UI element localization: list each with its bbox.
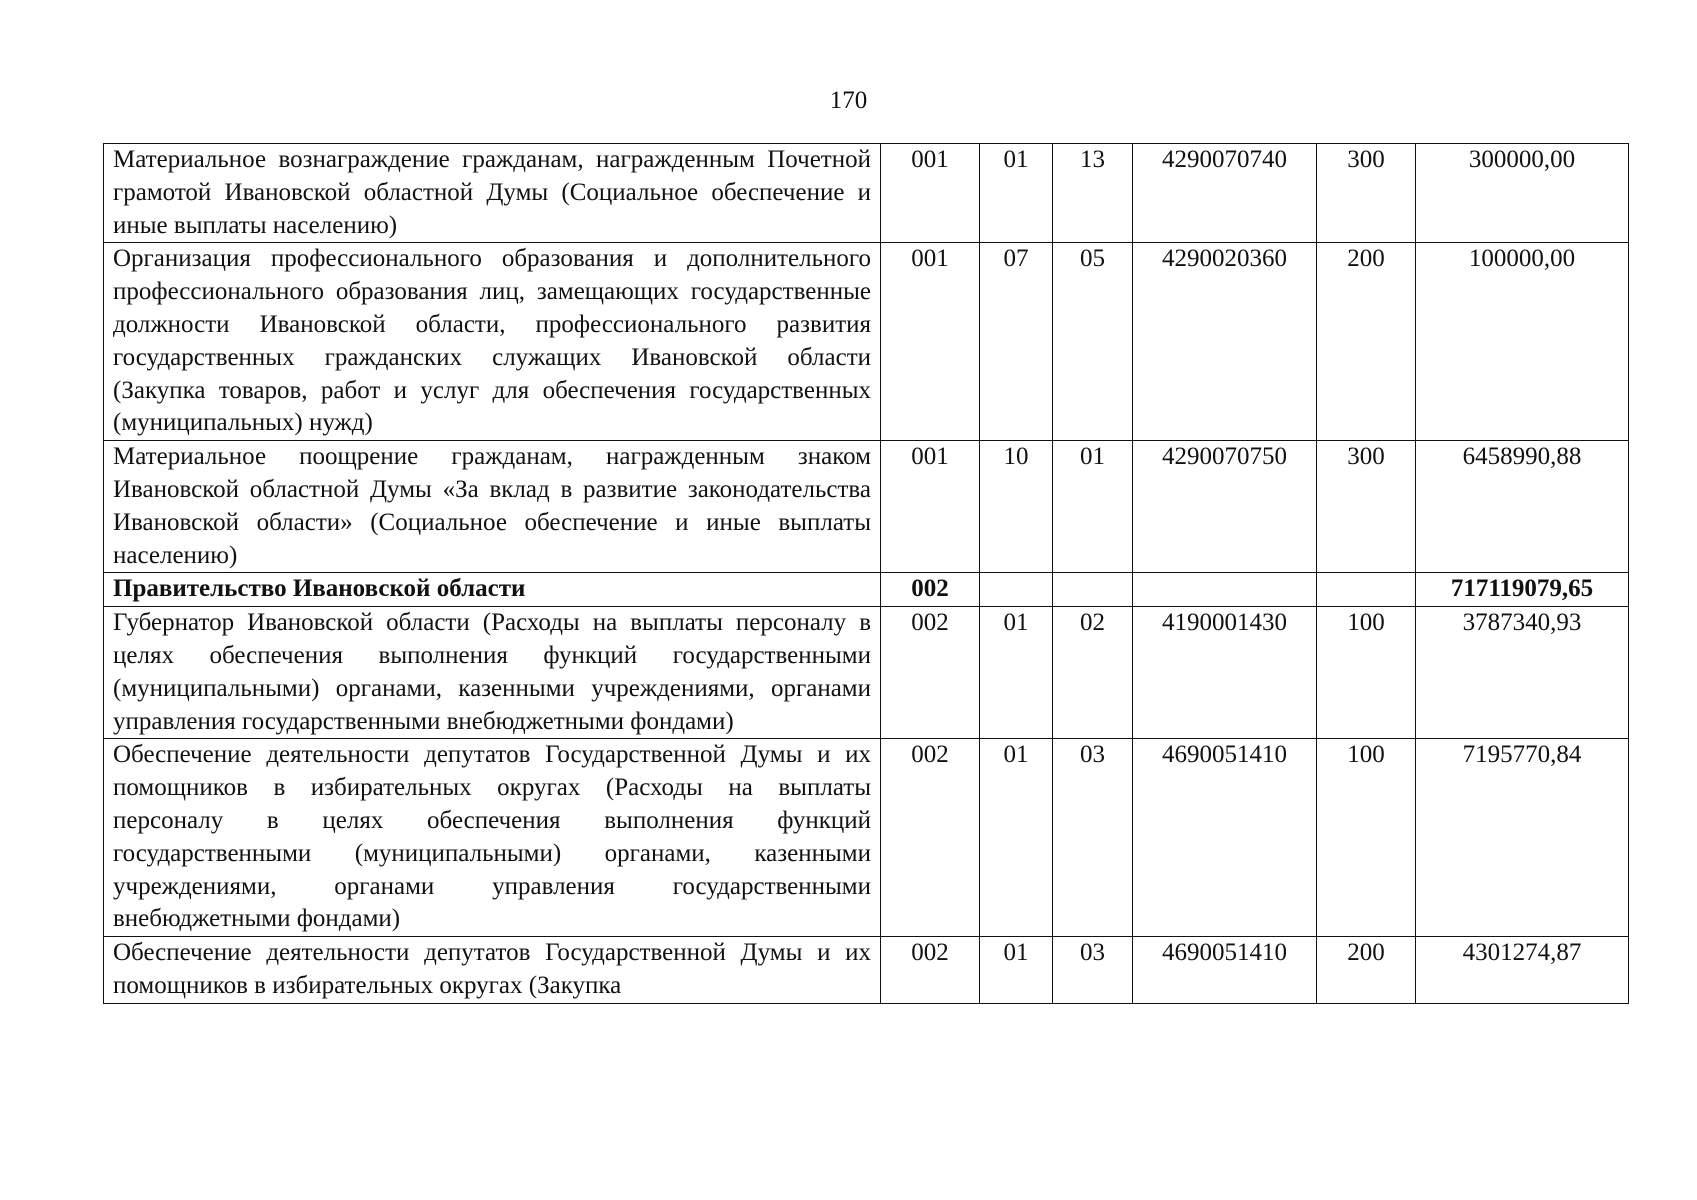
target-code: 4690051410: [1133, 739, 1317, 937]
ministry-code: 001: [881, 243, 980, 441]
row-description: Материальное поощрение гражданам, награжденным знаком Ивановской областной Думы «За вклад в развитие законодательства Ивановской области» (Социальное обеспечение и иные выплаты населению): [104, 441, 881, 573]
expense-type-code: 200: [1317, 937, 1416, 1004]
ministry-code: 001: [881, 441, 980, 573]
section-code: [980, 573, 1053, 607]
row-description: Губернатор Ивановской области (Расходы на выплаты персоналу в целях обеспечения выполнения функций государственными (муниципальными) органами, казенными учреждениями, органами управления государственными внебюджетными фондами): [104, 607, 881, 739]
target-code: [1133, 573, 1317, 607]
target-code: 4290070750: [1133, 441, 1317, 573]
row-description: Правительство Ивановской области: [104, 573, 881, 607]
budget-table: [103, 143, 1629, 1004]
expense-type-code: 100: [1317, 607, 1416, 739]
subsection-code: 03: [1053, 739, 1133, 937]
target-code: 4290020360: [1133, 243, 1317, 441]
ministry-code: 001: [881, 144, 980, 243]
expense-type-code: 300: [1317, 441, 1416, 573]
table-row: [104, 441, 1629, 573]
expense-type-code: 100: [1317, 739, 1416, 937]
ministry-code: 002: [881, 607, 980, 739]
section-code: 01: [980, 144, 1053, 243]
amount: 3787340,93: [1416, 607, 1629, 739]
ministry-code: 002: [881, 573, 980, 607]
amount: 717119079,65: [1416, 573, 1629, 607]
table-row: [104, 739, 1629, 937]
row-description: Обеспечение деятельности депутатов Государственной Думы и их помощников в избирательных округах (Закупка: [113, 939, 871, 999]
ministry-code: 002: [881, 937, 980, 1004]
amount: 6458990,88: [1416, 441, 1629, 573]
section-code: 01: [980, 937, 1053, 1004]
amount: 7195770,84: [1416, 739, 1629, 937]
target-code: 4690051410: [1133, 937, 1317, 1004]
section-code: 01: [980, 739, 1053, 937]
row-description: Материальное вознаграждение гражданам, награжденным Почетной грамотой Ивановской областной Думы (Социальное обеспечение и иные выплаты населению): [104, 144, 881, 243]
section-code: 01: [980, 607, 1053, 739]
section-code: 10: [980, 441, 1053, 573]
section-code: 07: [980, 243, 1053, 441]
ministry-code: 002: [881, 739, 980, 937]
page-number: 170: [829, 87, 868, 114]
table-row: [104, 144, 1629, 243]
target-code: 4290070740: [1133, 144, 1317, 243]
target-code: 4190001430: [1133, 607, 1317, 739]
subsection-code: 02: [1053, 607, 1133, 739]
row-description: Организация профессионального образования и дополнительного профессионального образования лиц, замещающих государственные должности Ивановской области, профессионального развития государственных гражданских служащих Ивановской области (Закупка товаров, работ и услуг для обеспечения государственных (муниципальных) нужд): [104, 243, 881, 441]
expense-type-code: [1317, 573, 1416, 607]
row-description: Обеспечение деятельности депутатов Государственной Думы и их помощников в избирательных округах (Расходы на выплаты персоналу в целях обеспечения выполнения функций государственными (муниципальными) органами, казенными учреждениями, органами управления государственными внебюджетными фондами): [104, 739, 881, 937]
subsection-code: 03: [1053, 937, 1133, 1004]
table-row: [104, 607, 1629, 739]
row-description-cell: [104, 937, 881, 1004]
subsection-code: 13: [1053, 144, 1133, 243]
subsection-code: [1053, 573, 1133, 607]
expense-type-code: 300: [1317, 144, 1416, 243]
subsection-code: 01: [1053, 441, 1133, 573]
amount: 100000,00: [1416, 243, 1629, 441]
amount: 4301274,87: [1416, 937, 1629, 1004]
table-row: [104, 243, 1629, 441]
subsection-code: 05: [1053, 243, 1133, 441]
amount: 300000,00: [1416, 144, 1629, 243]
expense-type-code: 200: [1317, 243, 1416, 441]
table-row: [104, 937, 1629, 1004]
table-row-total: [104, 573, 1629, 607]
